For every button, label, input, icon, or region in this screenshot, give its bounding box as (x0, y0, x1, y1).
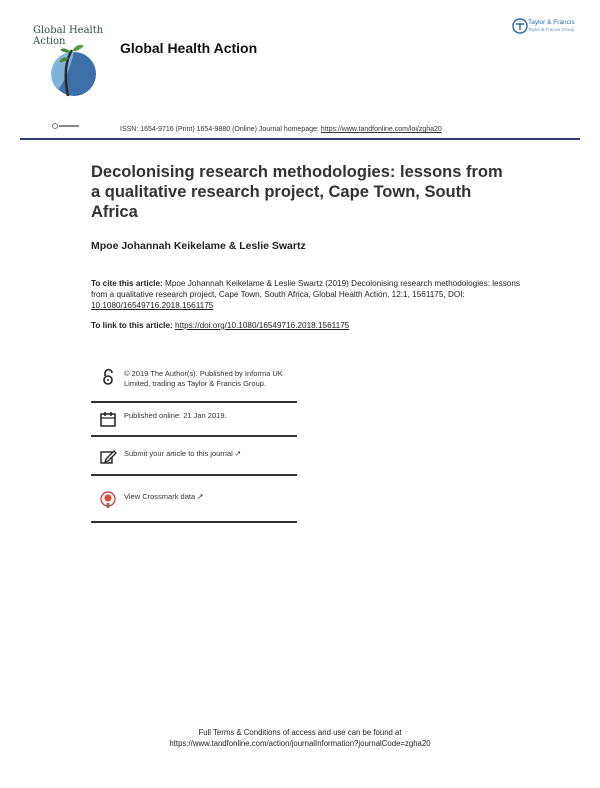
link-label: To link to this article: (91, 321, 176, 330)
published-text: Published online: 21 Jan 2019. (124, 411, 227, 420)
journal-name: Global Health Action (120, 40, 258, 56)
publisher-name: Taylor & Francis (528, 19, 575, 26)
citation-block: To cite this article: Mpoe Johannah Keikelame & Leslie Swartz (2019) Decolonising research methodologies: lessons from a qualitative research project, Cape Town, South Africa, Global Health Action, 12:1, 1561175, DOI: 10.1080/16549716.2018.1561175 (91, 279, 520, 310)
journal-homepage-link[interactable]: https://www.tandfonline.com/loi/zgha20 (320, 126, 442, 133)
small-publisher-logo-icon (52, 122, 82, 131)
issn-line: ISSN: 1654-9716 (Print) 1654-9880 (Online) Journal homepage: https://www.tandfonline.com/loi/zgha20 (120, 126, 442, 133)
info-divider (91, 401, 297, 403)
footer-line: Full Terms & Conditions of access and use can be found at (198, 728, 402, 737)
article-link[interactable]: https://doi.org/10.1080/16549716.2018.1561175 (175, 321, 350, 330)
calendar-icon (99, 410, 117, 428)
header-divider (20, 138, 580, 140)
crossmark-icon (99, 491, 117, 509)
article-authors: Mpoe Johannah Keikelame & Leslie Swartz (91, 240, 306, 252)
submit-article-link[interactable]: Submit your article to this journal ↗ (124, 449, 242, 458)
cite-label: To cite this article: (91, 279, 163, 288)
info-divider (91, 474, 297, 476)
footer-terms (0, 727, 600, 749)
info-divider (91, 435, 297, 437)
logo-text: Global Health Action (33, 25, 104, 47)
publisher-group: Taylor & Francis Group (528, 27, 575, 32)
external-link-icon: ↗ (197, 492, 204, 501)
edit-pencil-icon (99, 448, 117, 466)
open-access-lock-icon (99, 368, 117, 386)
crossmark-link[interactable]: View Crossmark data ↗ (124, 492, 204, 501)
article-title: Decolonising research methodologies: lessons from a qualitative research project, Cape Town, South Africa (91, 163, 503, 221)
external-link-icon: ↗ (234, 449, 242, 458)
doi-link[interactable]: 10.1080/16549716.2018.1561175 (91, 301, 214, 310)
copyright-text: © 2019 The Author(s). Published by Informa UK Limited, trading as Taylor & Francis Group. (124, 369, 283, 388)
footer-terms-link[interactable]: https://www.tandfonline.com/action/journalInformation?journalCode=zgha20 (169, 739, 431, 748)
article-link-line (91, 321, 349, 330)
info-divider (91, 521, 297, 523)
